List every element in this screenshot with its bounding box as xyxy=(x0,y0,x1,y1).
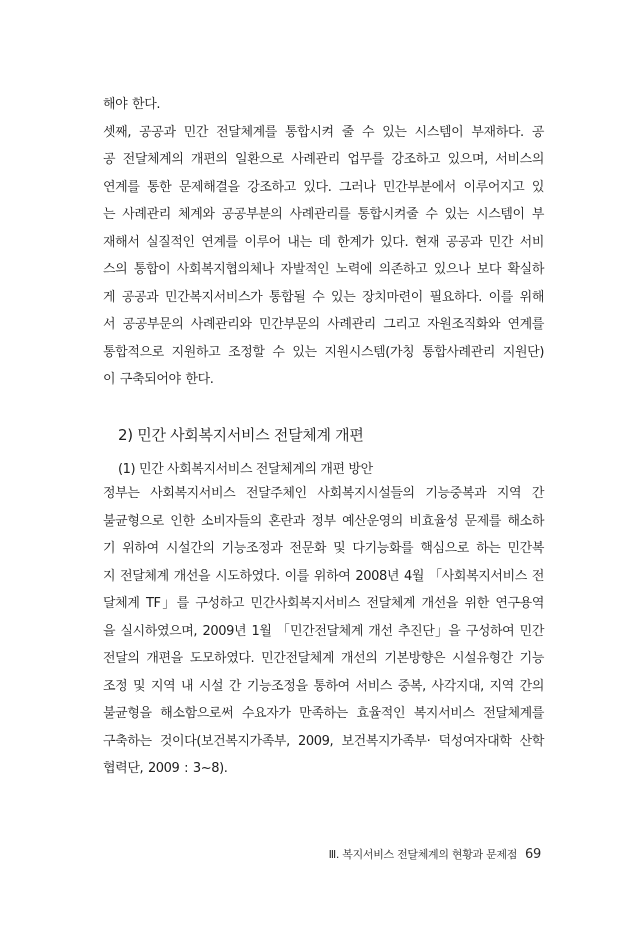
subsection-title: (1) 민간 사회복지서비스 전달체계의 개편 방안 xyxy=(118,462,373,477)
text-line: 셋째, 공공과 민간 전달체계를 통합시켜 줄 수 있는 시스템이 부재하다. 공 xyxy=(103,124,544,140)
text-line: 구축하는 것이다(보건복지가족부, 2009, 보건복지가족부· 덕성여자대학 산학 xyxy=(103,733,544,749)
text-line: 이 구축되어야 한다. xyxy=(103,372,214,387)
text-line: 해야 한다. xyxy=(103,97,161,112)
text-line: 정부는 사회복지서비스 전달주체인 사회복지시설들의 기능중복과 지역 간 xyxy=(103,486,544,501)
text-line: 을 실시하였으며, 2009년 1월 「민간전달체계 개선 추진단」을 구성하여 민간 xyxy=(103,623,544,639)
text-line: 전달의 개편을 도모하였다. 민간전달체계 개선의 기본방향은 시설유형간 기능 xyxy=(103,651,544,666)
section-title: 2) 민간 사회복지서비스 전달체계 개편 xyxy=(118,426,364,444)
text-line: 협력단, 2009 : 3~8). xyxy=(103,761,228,776)
paragraph-1 xyxy=(103,91,544,394)
text-line: 조정 및 지역 내 시설 간 기능조정을 통하여 서비스 중복, 사각지대, 지역 간의 xyxy=(103,678,544,694)
text-line: 게 공공과 민간복지서비스가 통합될 수 있는 장치마련이 필요하다. 이를 위해 xyxy=(103,289,544,305)
paragraph-2 xyxy=(103,480,544,783)
text-line: 지 전달체계 개선을 시도하였다. 이를 위하여 2008년 4월 「사회복지서비스 전 xyxy=(103,568,544,584)
text-line: 재해서 실질적인 연계를 이루어 내는 데 한계가 있다. 현재 공공과 민간 서비 xyxy=(103,234,544,250)
text-line: 스의 통합이 사회복지협의체나 자발적인 노력에 의존하고 있으나 보다 확실하 xyxy=(103,262,544,277)
text-line: 불균형으로 인한 소비자들의 혼란과 정부 예산운영의 비효율성 문제를 해소하 xyxy=(103,513,544,529)
text-line: 기 위하여 시설간의 기능조정과 전문화 및 다기능화를 핵심으로 하는 민간복 xyxy=(103,541,544,556)
page-footer xyxy=(329,846,541,862)
page-number: 69 xyxy=(525,847,541,862)
text-line: 서 공공부문의 사례관리와 민간부문의 사례관리 그리고 자원조직화와 연계를 xyxy=(103,317,544,332)
text-line: 공 전달체계의 개편의 일환으로 사례관리 업무를 강조하고 있으며, 서비스의 xyxy=(103,152,544,167)
text-line: 연계를 통한 문제해결을 강조하고 있다. 그러나 민간부분에서 이루어지고 있 xyxy=(103,179,544,195)
text-line: 는 사례관리 체계와 공공부분의 사례관리를 통합시켜줄 수 있는 시스템이 부 xyxy=(103,207,544,222)
footer-chapter-title: Ⅲ. 복지서비스 전달체계의 현황과 문제점 xyxy=(328,848,518,861)
text-line: 불균형을 해소함으로써 수요자가 만족하는 효율적인 복지서비스 전달체계를 xyxy=(103,706,544,721)
text-line: 달체계 TF」를 구성하고 민간사회복지서비스 전달체계 개선을 위한 연구용역 xyxy=(103,596,544,611)
text-line: 통합적으로 지원하고 조정할 수 있는 지원시스템(가칭 통합사례관리 지원단) xyxy=(103,344,544,360)
